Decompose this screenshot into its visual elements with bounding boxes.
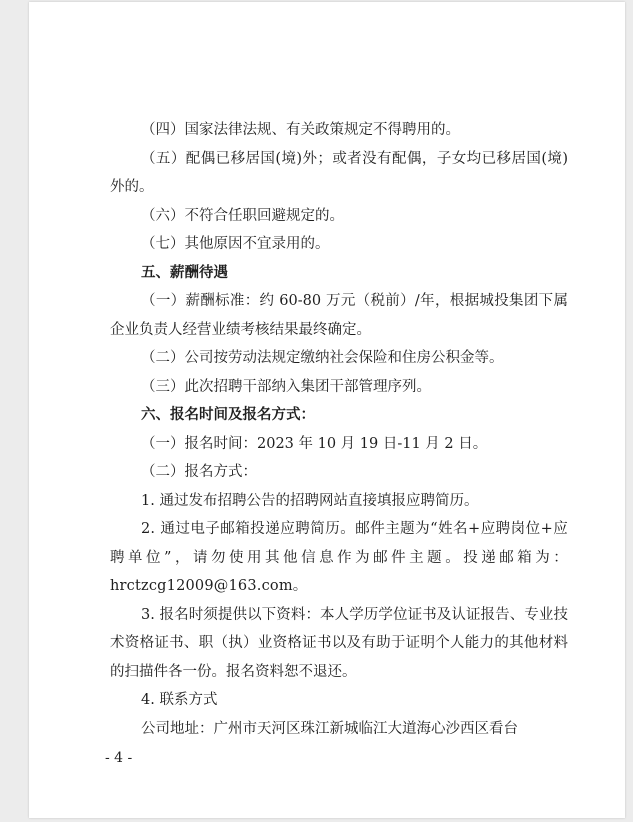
paragraph-cadre-management: （三）此次招聘干部纳入集团干部管理序列。 [141,378,431,395]
paragraph-social-insurance: （二）公司按劳动法规定缴纳社会保险和住房公积金等。 [141,350,504,366]
document-body [110,116,568,743]
section-heading-registration: 六、报名时间及报名方式： [141,406,315,423]
paragraph-required-materials: 3. 报名时须提供以下资料：本人学历学位证书及认证报告、专业技术资格证书、职（执）业资格证书以及有助于证明个人能力的其他材料的扫描件各一份。报名资料恕不退还。 [110,606,568,680]
paragraph-registration-time: （一）报名时间：2023 年 10 月 19 日-11 月 2 日。 [141,435,488,452]
paragraph-company-address: 公司地址：广州市天河区珠江新城临江大道海心沙西区看台 [141,720,518,737]
paragraph-method-email: 2. 通过电子邮箱投递应聘简历。邮件主题为“姓名+应聘岗位+应聘单位”，请勿使用其他信息作为邮件主题。投递邮箱为：hrctzcg12009@163.com。 [110,521,568,594]
paragraph-clause-5: （五）配偶已移居国(境)外；或者没有配偶，子女均已移居国(境)外的。 [110,150,568,195]
paragraph-method-website: 1. 通过发布招聘公告的招聘网站直接填报应聘简历。 [141,492,479,509]
paragraph-salary-standard: （一）薪酬标准：约 60-80 万元（税前）/年，根据城投集团下属企业负责人经营业绩考核结果最终确定。 [110,293,568,338]
page-number: - 4 - [105,750,133,766]
paragraph-clause-6: （六）不符合任职回避规定的。 [141,207,344,224]
paragraph-registration-method: （二）报名方式： [141,464,257,480]
paragraph-clause-7: （七）其他原因不宜录用的。 [141,236,330,252]
paragraph-clause-4: （四）国家法律法规、有关政策规定不得聘用的。 [141,122,460,138]
paragraph-contact-heading: 4. 联系方式 [141,692,218,708]
section-heading-salary: 五、薪酬待遇 [141,263,228,281]
